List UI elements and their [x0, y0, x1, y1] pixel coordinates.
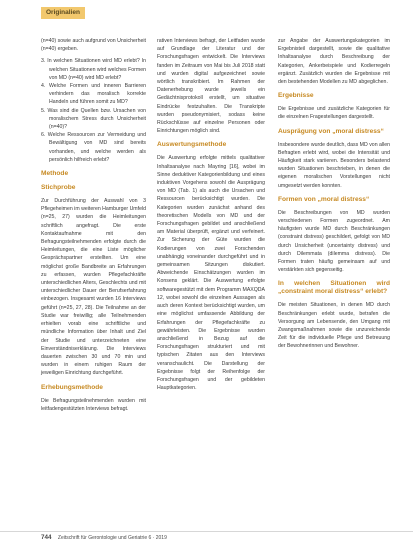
- section-tag: Originalien: [41, 7, 85, 19]
- list-item: 4. Welche Formen und inneren Barrieren verhindern das moralisch korrekte Handeln und führen somit zu MD?: [41, 83, 146, 106]
- paragraph: Die Ergebnisse und zusätzliche Kategorien für die einzelnen Fragestellungen dargestellt.: [278, 106, 390, 121]
- section-heading: Methode: [41, 170, 69, 178]
- subsection-heading: Stichprobe: [41, 184, 76, 192]
- paragraph: rativen Interviews befragt, der Leitfaden wurde auf Grundlage der Literatur und der Forschungsfragen entwickelt. Die Interviews fanden im Zeitraum von Mai bis Juli 2018 statt und wurden digital aufgezeichnet sowie wörtlich transkribiert. Im Rahmen der Datenerhebung wurde jeweils ein Gedächtnisprotokoll erstellt, um situative Eindrücke festzuhalten. Die Transkripte wurden pseudonymisiert, sodass keine Rückschlüsse auf einzelne Personen oder Einrichtungen möglich sind.: [157, 38, 265, 135]
- paragraph: zur Angabe der Auswertungskategorien im Ergebnisteil dargestellt, sowie die qualitative Inhaltsanalyse durch Beschreibung der Kategorien, Ankerbeispiele und Kodierregeln ergänzt. Zusätzlich wurden die Ergebnisse mit den bestehenden Modellen zu MD abgeglichen.: [278, 38, 390, 86]
- paragraph: Die Beschreibungen von MD wurden verschiedenen Formen zugeordnet. Am häufigsten wurde MD durch Beschränkungen (constraint distress) geschildert, gefolgt von MD durch Unsicherheit (uncertainty distress) und durch Dilemmata (dilemma distress). Die Formen traten häufig gemeinsam auf und verstärkten sich gegenseitig.: [278, 209, 390, 274]
- subsection-heading: Erhebungsmethode: [41, 383, 103, 391]
- paragraph: Insbesondere wurde deutlich, dass MD von allen Befragten erlebt wird, wobei die Intensität und Häufigkeit stark variieren. Besonders belastend wurden Situationen beschrieben, in denen die eigenen moralischen Vorstellungen nicht umgesetzt werden konnten.: [278, 141, 390, 189]
- journal-name: Zeitschrift für Gerontologie und Geriatrie 6 · 2019: [57, 535, 167, 541]
- section-heading: Ergebnisse: [278, 92, 314, 100]
- list-item: 5. Was sind die Quellen bzw. Ursachen von moralischem Stress durch Unsicherheit (n=40)?: [41, 107, 146, 131]
- page-number: 744: [41, 534, 52, 541]
- page-footer: [41, 533, 391, 543]
- paragraph: Die meisten Situationen, in denen MD durch Beschränkungen erlebt wurde, betrafen die Versorgung am Lebensende, den Umgang mit Zwangsmaßnahmen sowie die unzureichende Zeit für die individuelle Pflege und Betreuung der Bewohnerinnen und Bewohner.: [278, 302, 390, 350]
- subsection-heading: Ausprägung von „moral distress“: [278, 127, 384, 135]
- paragraph: Die Befragungsteilnehmenden wurden mit leitfadengestützten Interviews befragt.: [41, 397, 146, 412]
- footer-rule: [0, 531, 413, 532]
- research-questions-list: [41, 57, 146, 164]
- subsection-heading: Auswertungsmethode: [157, 141, 227, 149]
- column-3: [278, 37, 390, 355]
- paragraph: Die Auswertung erfolgte mittels qualitativer Inhaltsanalyse nach Mayring [16], wobei im Sinne deduktiver Kategorienbildung und eines induktiven Vorgehens sowohl die Ausprägung von MD (Tab. 1) als auch die Ursachen und Ressourcen berücksichtigt wurden. Die Kategorien wurden zunächst anhand des theoretischen Modells von MD und der Forschungsfragen gebildet und anschließend am Material überprüft, ergänzt und verfeinert. Zur Sicherung der Güte wurden die Kodierungen von zwei Forschenden unabhängig voneinander durchgeführt und in gemeinsamen Sitzungen diskutiert. Abweichende Einschätzungen wurden im Konsens geklärt. Die Auswertung erfolgte softwaregestützt mit dem Programm MAXQDA 12, wobei sowohl die einzelnen Aussagen als auch deren Kontext berücksichtigt wurden, um eine möglichst umfassende Abbildung der Erfahrungen der Pflegefachkräfte zu gewährleisten. Die Ergebnisse wurden anschließend in Bezug auf die Forschungsfragen strukturiert und mit typischen Zitaten aus den Interviews veranschaulicht. Die Darstellung der Ergebnisse folgt der Reihenfolge der Forschungsfragen und der gebildeten Hauptkategorien.: [157, 155, 265, 392]
- page-header: [0, 0, 413, 22]
- subsection-heading: In welchen Situationen wird „constraint moral distress“ erlebt?: [278, 280, 390, 296]
- list-item: 3. In welchen Situationen wird MD erlebt? In welchen Situationen wird welches Formen von MD (n=40) wird MD erlebt?: [41, 58, 146, 81]
- subsection-heading: Formen von „moral distress“: [278, 195, 370, 203]
- paragraph: (n=40) sowie auch aufgrund von Unsicherheit (n=40) ergeben.: [41, 38, 146, 53]
- list-item: 6. Welche Ressourcen zur Vermeidung und Bewältigung von MD sind bereits vorhanden, und welche werden als persönlich hilfreich erlebt?: [41, 132, 146, 163]
- column-1: [41, 37, 146, 417]
- paragraph: Zur Durchführung der Auswahl von 3 Pflegeheimen im weiteren Hamburger Umfeld (n=25, 27) wurden die Heimleitungen schriftlich angefragt. Die erste Kontaktaufnahme mit den Befragungsteilnehmenden erfolgte durch die Heimleitungen, die eine Liste möglicher Gesprächspartner erstellten. Um eine möglichst große Bandbreite an Erfahrungen zu erfassen, wurden Pflegefachkräfte unterschiedlichen Alters, Geschlechts und mit unterschiedlicher Dauer der Berufserfahrung einbezogen. Insgesamt wurden 16 Interviews geführt (n=25, 27, 28). Die Teilnahme an der Studie war freiwillig; alle Teilnehmenden erhielten vorab eine schriftliche und mündliche Information über Inhalt und Ziel der Studie und unterzeichneten eine Einverständniserklärung. Die Interviews dauerten zwischen 30 und 70 min und wurden in einem ruhigen Raum der jeweiligen Einrichtung durchgeführt.: [41, 198, 146, 377]
- column-2: [157, 37, 265, 396]
